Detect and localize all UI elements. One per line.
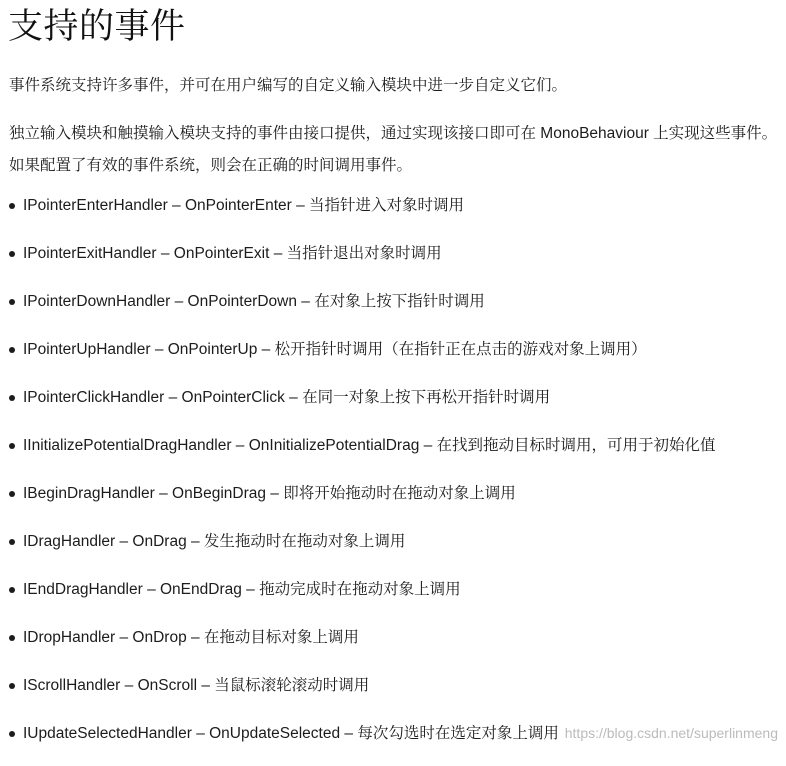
event-text: IScrollHandler – OnScroll – 当鼠标滚轮滚动时调用 (23, 677, 370, 694)
bullet-icon (9, 203, 15, 209)
bullet-icon (9, 443, 15, 449)
intro-paragraph: 事件系统支持许多事件，并可在用户编写的自定义输入模块中进一步自定义它们。 (9, 77, 568, 94)
bullet-icon (9, 347, 15, 353)
bullet-icon (9, 683, 15, 689)
bullet-icon (9, 251, 15, 257)
bullet-icon (9, 587, 15, 593)
list-item (0, 478, 786, 526)
list-item (0, 382, 786, 430)
event-text: IBeginDragHandler – OnBeginDrag – 即将开始拖动时在拖动对象上调用 (23, 485, 516, 502)
event-text: IDragHandler – OnDrag – 发生拖动时在拖动对象上调用 (23, 533, 406, 550)
list-item (0, 238, 786, 286)
bullet-icon (9, 539, 15, 545)
page-title: 支持的事件 (8, 7, 186, 46)
list-item (0, 526, 786, 574)
event-text: IInitializePotentialDragHandler – OnInitializePotentialDrag – 在找到拖动目标时调用，可用于初始化值 (23, 437, 716, 454)
watermark-text: https://blog.csdn.net/superlinmeng (564, 725, 778, 741)
event-text: IPointerUpHandler – OnPointerUp – 松开指针时调用（在指针正在点击的游戏对象上调用） (23, 341, 647, 358)
event-text: IPointerEnterHandler – OnPointerEnter – 当指针进入对象时调用 (23, 197, 465, 214)
interface-paragraph: 独立输入模块和触摸输入模块支持的事件由接口提供，通过实现该接口即可在 MonoBehaviour 上实现这些事件。如果配置了有效的事件系统，则会在正确的时间调用事件。 (9, 125, 778, 174)
event-text: IDropHandler – OnDrop – 在拖动目标对象上调用 (23, 629, 359, 646)
bullet-icon (9, 635, 15, 641)
event-text: IPointerClickHandler – OnPointerClick – 在同一对象上按下再松开指针时调用 (23, 389, 551, 406)
bullet-icon (9, 395, 15, 401)
list-item (0, 286, 786, 334)
list-item (0, 334, 786, 382)
list-item (0, 622, 786, 670)
event-list (0, 190, 786, 766)
bullet-icon (9, 491, 15, 497)
bullet-icon (9, 299, 15, 305)
list-item (0, 190, 786, 238)
event-text: IPointerExitHandler – OnPointerExit – 当指针退出对象时调用 (23, 245, 442, 262)
list-item (0, 670, 786, 718)
list-item (0, 574, 786, 622)
event-text: IPointerDownHandler – OnPointerDown – 在对象上按下指针时调用 (23, 293, 485, 310)
list-item (0, 430, 786, 478)
event-text: IEndDragHandler – OnEndDrag – 拖动完成时在拖动对象上调用 (23, 581, 461, 598)
bullet-icon (9, 731, 15, 737)
event-text: IUpdateSelectedHandler – OnUpdateSelected – 每次勾选时在选定对象上调用 (23, 725, 559, 742)
